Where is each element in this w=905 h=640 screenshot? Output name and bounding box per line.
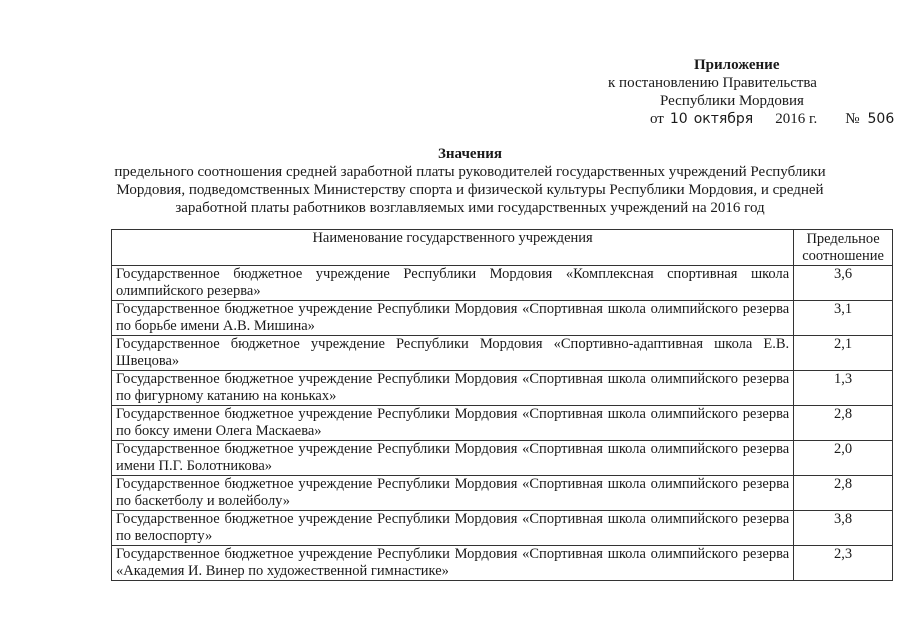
- ratio-cell: 3,6: [794, 266, 893, 301]
- ratio-cell: 2,1: [794, 336, 893, 371]
- appendix-republic-line: Республики Мордовия: [660, 93, 804, 109]
- date-month: октября: [693, 111, 754, 127]
- table-row: [112, 266, 893, 301]
- heading-title: Значения: [438, 146, 502, 162]
- decree-number: 506: [867, 111, 895, 127]
- ratio-cell: 2,0: [794, 441, 893, 476]
- institution-name-cell: Государственное бюджетное учреждение Республики Мордовия «Спортивная школа олимпийского резерва «Академия И. Винер по художественной гимнастике»: [112, 546, 794, 581]
- ratios-table: [111, 229, 893, 581]
- table-row: [112, 371, 893, 406]
- institution-name-cell: Государственное бюджетное учреждение Республики Мордовия «Спортивная школа олимпийского резерва по фигурному катанию на коньках»: [112, 371, 794, 406]
- institution-name-cell: Государственное бюджетное учреждение Республики Мордовия «Спортивная школа олимпийского резерва по баскетболу и волейболу»: [112, 476, 794, 511]
- table-row: [112, 511, 893, 546]
- institution-name-cell: Государственное бюджетное учреждение Республики Мордовия «Спортивная школа олимпийского резерва по боксу имени Олега Маскаева»: [112, 406, 794, 441]
- institution-name-cell: Государственное бюджетное учреждение Республики Мордовия «Спортивно-адаптивная школа Е.В. Швецова»: [112, 336, 794, 371]
- table-row: [112, 301, 893, 336]
- header-institution-name: Наименование государственного учреждения: [112, 230, 794, 266]
- ratio-cell: 2,8: [794, 406, 893, 441]
- ratio-cell: 2,3: [794, 546, 893, 581]
- ratio-cell: 3,8: [794, 511, 893, 546]
- heading-subtitle: предельного соотношения средней заработной платы руководителей государственных учреждений Республики Мордовия, подведомственных Министерству спорта и физической культуры Республики Мордовия, и средней заработной платы работников возглавляемых ими государственных учреждений на 2016 год: [114, 164, 826, 216]
- table-row: [112, 546, 893, 581]
- ratio-cell: 3,1: [794, 301, 893, 336]
- date-prefix: от: [650, 111, 664, 127]
- date-day: 10: [669, 111, 688, 127]
- header-ratio: Предельное соотношение: [794, 230, 893, 266]
- table-row: [112, 441, 893, 476]
- table-row: [112, 406, 893, 441]
- institution-name-cell: Государственное бюджетное учреждение Республики Мордовия «Комплексная спортивная школа олимпийского резерва»: [112, 266, 794, 301]
- appendix-decree-line: к постановлению Правительства: [608, 75, 817, 91]
- ratio-cell: 2,8: [794, 476, 893, 511]
- table-row: [112, 336, 893, 371]
- institution-name-cell: Государственное бюджетное учреждение Республики Мордовия «Спортивная школа олимпийского резерва имени П.Г. Болотникова»: [112, 441, 794, 476]
- number-sign: №: [845, 111, 860, 127]
- institution-name-cell: Государственное бюджетное учреждение Республики Мордовия «Спортивная школа олимпийского резерва по велоспорту»: [112, 511, 794, 546]
- institution-name-cell: Государственное бюджетное учреждение Республики Мордовия «Спортивная школа олимпийского резерва по борьбе имени А.В. Мишина»: [112, 301, 794, 336]
- appendix-title: Приложение: [694, 57, 780, 73]
- table-header-row: [112, 230, 893, 266]
- table-row: [112, 476, 893, 511]
- document-heading: [60, 145, 880, 217]
- ratio-cell: 1,3: [794, 371, 893, 406]
- appendix-date-number-line: [650, 110, 894, 128]
- date-year: 2016 г.: [775, 111, 818, 127]
